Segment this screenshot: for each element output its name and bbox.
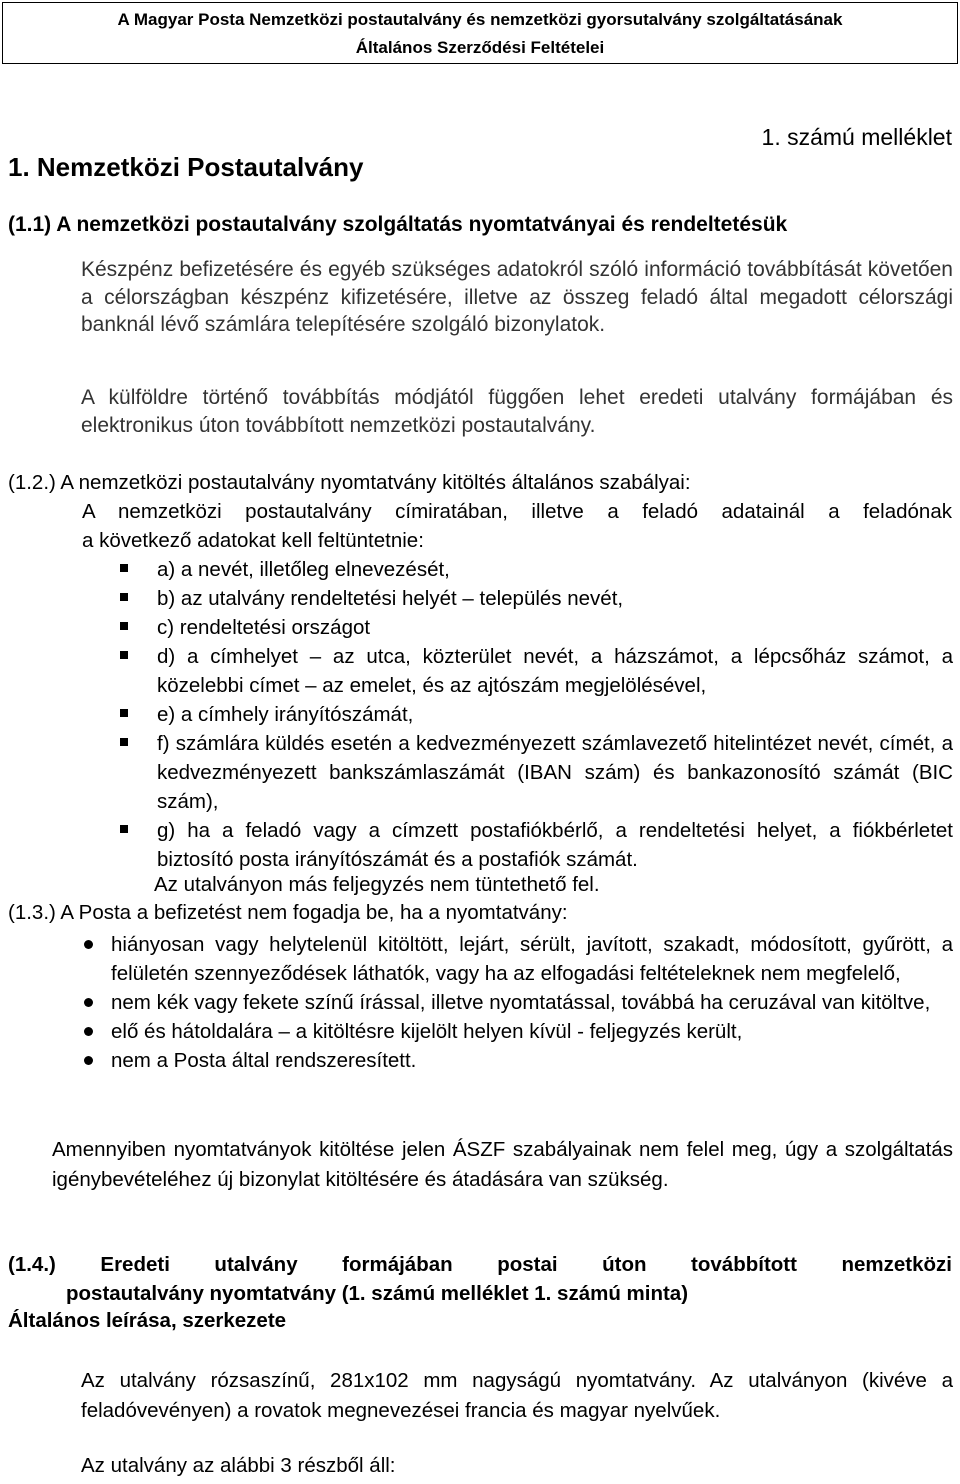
square-bullet-icon: [120, 825, 128, 833]
list-item: g) ha a feladó vagy a címzett postafiókbérlő, a rendeltetési helyet, a fiókbérletet biztosító posta irányítószámát és a postafiók számát.: [157, 816, 953, 874]
section-1-3-closing: Amennyiben nyomtatványok kitöltése jelen ÁSZF szabályainak nem felel meg, úgy a szolgáltatás igénybevételéhez új bizonylat kitöltésére és átadására van szükség.: [52, 1138, 953, 1191]
section-1-2: [8, 468, 952, 555]
section-1-4-title-line-2: postautalvány nyomtatvány (1. számú melléklet 1. számú minta): [66, 1282, 689, 1305]
required-data-list: [157, 555, 953, 874]
section-1-4-title-line-1: (1.4.) Eredeti utalvány formájában postai úton továbbított nemzetközi: [8, 1253, 952, 1276]
round-bullet-icon: [84, 1027, 93, 1036]
square-bullet-icon: [120, 709, 128, 717]
list-item: e) a címhely irányítószámát,: [157, 700, 953, 729]
round-bullet-icon: [84, 940, 93, 949]
section-1-2-note: Az utalványon más feljegyzés nem tüntethető fel.: [154, 873, 600, 896]
list-item: nem a Posta által rendszeresített.: [111, 1046, 953, 1075]
section-1-4-paragraph-1: Az utalvány rózsaszínű, 281x102 mm nagyságú nyomtatvány. Az utalványon (kivéve a feladóvevényen) a rovatok megnevezései francia és magyar nyelvűek.: [81, 1369, 953, 1422]
section-1-3-title: (1.3.) A Posta a befizetést nem fogadja be, ha a nyomtatvány:: [8, 901, 568, 924]
list-item: elő és hátoldalára – a kitöltésre kijelölt helyen kívül - feljegyzés került,: [111, 1017, 953, 1046]
section-1-2-intro: A nemzetközi postautalvány címiratában, illetve a feladó adatainál a feladónak: [82, 500, 952, 523]
square-bullet-icon: [120, 622, 128, 630]
header-title-line2: Általános Szerződési Feltételei: [355, 38, 605, 57]
section-1-4-paragraph-2: Az utalvány az alábbi 3 részből áll:: [81, 1454, 396, 1477]
list-item: a) a nevét, illetőleg elnevezését,: [157, 555, 953, 584]
section-1-2-intro-2: a következő adatokat kell feltüntetnie:: [82, 529, 424, 552]
rejection-conditions-list: [111, 930, 953, 1075]
round-bullet-icon: [84, 998, 93, 1007]
annex-label: 1. számú melléklet: [761, 124, 952, 150]
section-1-1-paragraph-1: Készpénz befizetésére és egyéb szükséges adatokról szóló információ továbbítását követően a célországban készpénz kifizetésére, illetve az összeg feladó által megadott célországi banknál lévő számlára telepítésére szolgáló bizonylatok.: [81, 258, 953, 336]
section-1-1-paragraph-2: A külföldre történő továbbítás módjától függően lehet eredeti utalvány formájában és elektronikus úton továbbított nemzetközi postautalvány.: [81, 386, 953, 437]
list-item: b) az utalvány rendeltetési helyét – település nevét,: [157, 584, 953, 613]
list-item: d) a címhelyet – az utca, közterület nevét, a házszámot, a lépcsőház számot, a közelebbi címet – az emelet, és az ajtószám megjelölésével,: [157, 642, 953, 700]
document-header: [2, 2, 958, 64]
list-item: f) számlára küldés esetén a kedvezményezett számlavezető hitelintézet nevét, címét, a kedvezményezett bankszámlaszámát (IBAN szám) és bankazonosító számát (BIC szám),: [157, 729, 953, 816]
section-1-1-title: (1.1) A nemzetközi postautalvány szolgáltatás nyomtatványai és rendeltetésük: [8, 213, 788, 236]
round-bullet-icon: [84, 1056, 93, 1065]
section-1-4-title: [8, 1250, 952, 1308]
square-bullet-icon: [120, 593, 128, 601]
header-title-line1: A Magyar Posta Nemzetközi postautalvány és nemzetközi gyorsutalvány szolgáltatásának: [117, 10, 843, 29]
section-1-2-title: (1.2.) A nemzetközi postautalvány nyomtatvány kitöltés általános szabályai:: [8, 471, 691, 494]
section-1-4-subtitle: Általános leírása, szerkezete: [8, 1309, 287, 1332]
square-bullet-icon: [120, 738, 128, 746]
section-title: 1. Nemzetközi Postautalvány: [8, 152, 364, 182]
list-item: nem kék vagy fekete színű írással, illetve nyomtatással, továbbá ha ceruzával van kitöltve,: [111, 988, 953, 1017]
list-item: hiányosan vagy helytelenül kitöltött, lejárt, sérült, javított, szakadt, módosított, gyűrött, a felületén szennyeződések láthatók, vagy ha az elfogadási feltételeknek nem megfelelő,: [111, 930, 953, 988]
square-bullet-icon: [120, 564, 128, 572]
square-bullet-icon: [120, 651, 128, 659]
list-item: c) rendeltetési országot: [157, 613, 953, 642]
